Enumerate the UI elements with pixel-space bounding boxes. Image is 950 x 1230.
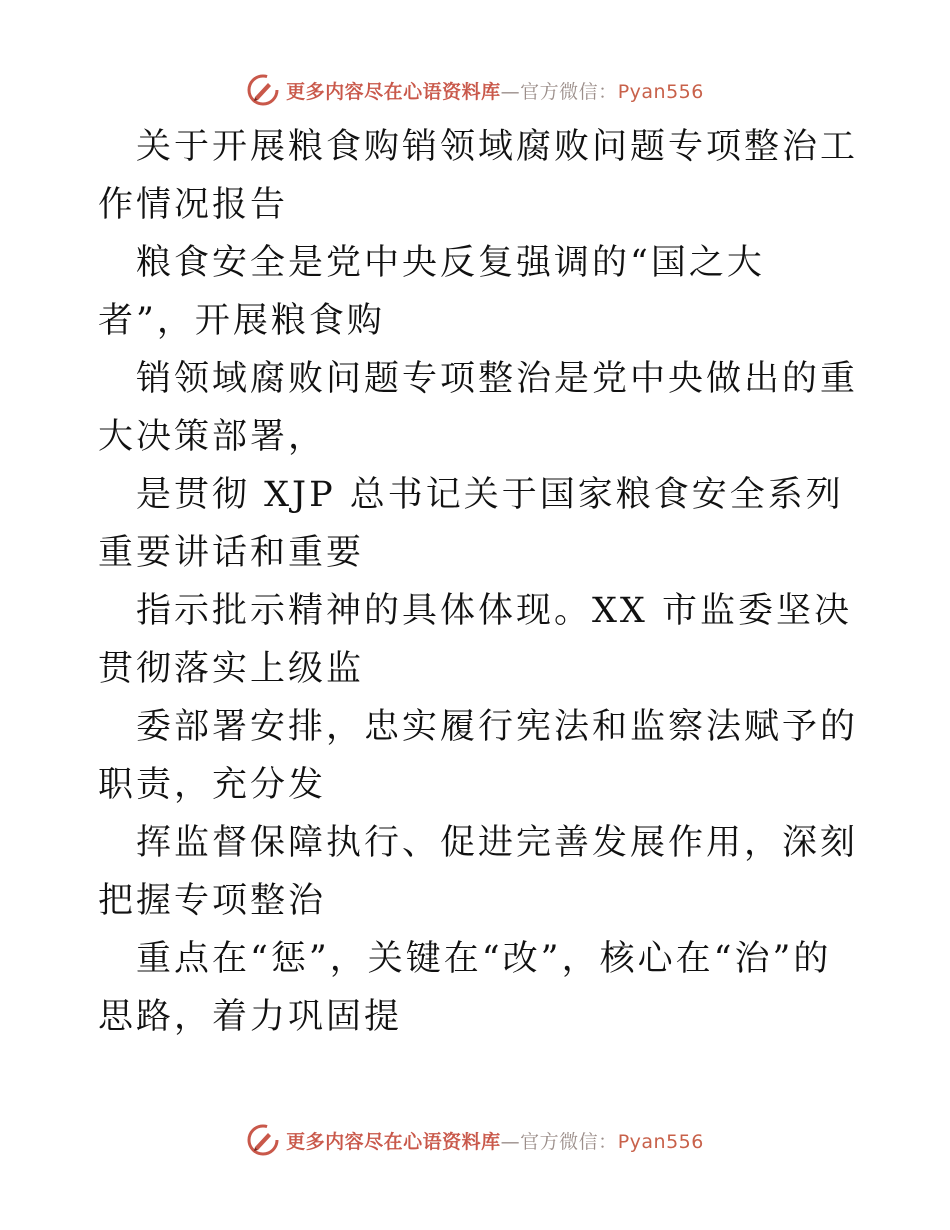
watermark-footer (0, 1120, 950, 1160)
paragraph: 重点在“惩”，关键在“改”，核心在“治”的思路，着力巩固提 (98, 939, 832, 1037)
watermark-brand: 更多内容尽在心语资料库 (286, 1130, 501, 1153)
paragraph: 粮食安全是党中央反复强调的“国之大者”，开展粮食购 (98, 243, 765, 341)
watermark-brand: 更多内容尽在心语资料库 (286, 80, 501, 103)
watermark-label: 官方微信： (520, 80, 618, 103)
watermark-separator: — (500, 1130, 521, 1153)
watermark-text (286, 77, 704, 104)
document-title: 关于开展粮食购销领域腐败问题专项整治工作情况报告 (98, 127, 859, 225)
watermark-wechat-id: Pyan556 (617, 1130, 704, 1153)
watermark-label: 官方微信： (520, 1130, 618, 1153)
red-pen-swirl-logo-icon (246, 1123, 280, 1157)
paragraph: 委部署安排，忠实履行宪法和监察法赋予的职责，充分发 (98, 707, 859, 805)
red-pen-swirl-logo-icon (246, 73, 280, 107)
document-body (98, 118, 858, 1046)
paragraph: 销领域腐败问题专项整治是党中央做出的重大决策部署， (98, 359, 859, 457)
watermark-wechat-id: Pyan556 (617, 80, 704, 103)
paragraph: 挥监督保障执行、促进完善发展作用，深刻把握专项整治 (98, 823, 859, 921)
paragraph: 是贯彻 XJP 总书记关于国家粮食安全系列重要讲话和重要 (98, 475, 844, 573)
watermark-header (0, 70, 950, 110)
watermark-text (286, 1127, 704, 1154)
paragraph: 指示批示精神的具体体现。XX 市监委坚决贯彻落实上级监 (98, 591, 852, 689)
watermark-separator: — (500, 80, 521, 103)
